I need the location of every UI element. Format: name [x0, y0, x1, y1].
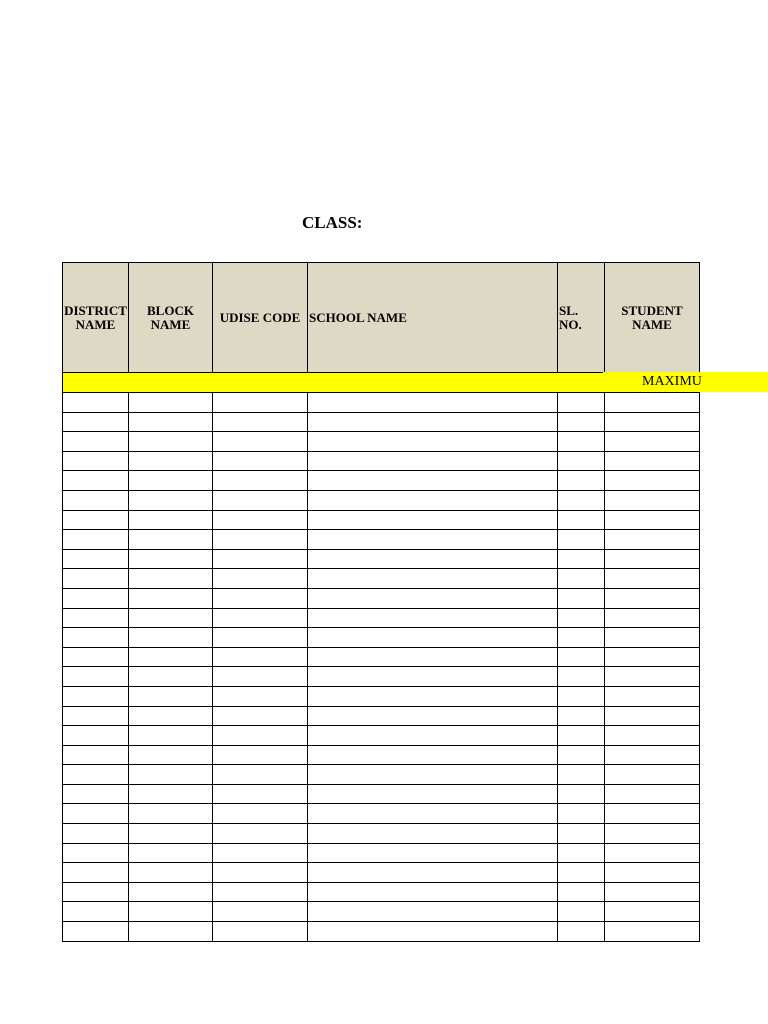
- header-block-name[interactable]: BLOCK NAME: [129, 263, 213, 373]
- table-row: [63, 745, 700, 765]
- cell-udise[interactable]: [213, 804, 308, 824]
- cell-udise[interactable]: [213, 530, 308, 550]
- cell-slno[interactable]: [558, 432, 605, 452]
- cell-district[interactable]: [63, 765, 129, 785]
- cell-udise[interactable]: [213, 471, 308, 491]
- cell-school[interactable]: [308, 882, 558, 902]
- cell-block[interactable]: [129, 745, 213, 765]
- cell-school[interactable]: [308, 432, 558, 452]
- cell-student[interactable]: [605, 530, 700, 550]
- cell-udise[interactable]: [213, 647, 308, 667]
- cell-block[interactable]: [129, 412, 213, 432]
- cell-student[interactable]: [605, 569, 700, 589]
- cell-udise[interactable]: [213, 784, 308, 804]
- cell-block[interactable]: [129, 549, 213, 569]
- cell-district[interactable]: [63, 530, 129, 550]
- table-row: [63, 784, 700, 804]
- cell-slno[interactable]: [558, 393, 605, 413]
- cell-student[interactable]: [605, 549, 700, 569]
- cell-block[interactable]: [129, 530, 213, 550]
- cell-udise[interactable]: [213, 432, 308, 452]
- cell-block[interactable]: [129, 667, 213, 687]
- cell-student[interactable]: [605, 686, 700, 706]
- cell-udise[interactable]: [213, 882, 308, 902]
- cell-student[interactable]: [605, 706, 700, 726]
- cell-udise[interactable]: [213, 745, 308, 765]
- table-row: [63, 549, 700, 569]
- cell-slno[interactable]: [558, 667, 605, 687]
- cell-block[interactable]: [129, 588, 213, 608]
- cell-district[interactable]: [63, 863, 129, 883]
- cell-slno[interactable]: [558, 882, 605, 902]
- cell-udise[interactable]: [213, 393, 308, 413]
- cell-block[interactable]: [129, 726, 213, 746]
- cell-district[interactable]: [63, 804, 129, 824]
- cell-student[interactable]: [605, 667, 700, 687]
- cell-school[interactable]: [308, 451, 558, 471]
- cell-slno[interactable]: [558, 745, 605, 765]
- cell-student[interactable]: [605, 882, 700, 902]
- cell-block[interactable]: [129, 432, 213, 452]
- cell-block[interactable]: [129, 471, 213, 491]
- cell-district[interactable]: [63, 451, 129, 471]
- cell-slno[interactable]: [558, 706, 605, 726]
- cell-district[interactable]: [63, 510, 129, 530]
- cell-student[interactable]: [605, 902, 700, 922]
- cell-student[interactable]: [605, 432, 700, 452]
- table-row: [63, 451, 700, 471]
- cell-district[interactable]: [63, 686, 129, 706]
- cell-slno[interactable]: [558, 471, 605, 491]
- cell-udise[interactable]: [213, 412, 308, 432]
- cell-block[interactable]: [129, 393, 213, 413]
- cell-student[interactable]: [605, 412, 700, 432]
- cell-slno[interactable]: [558, 530, 605, 550]
- cell-district[interactable]: [63, 902, 129, 922]
- cell-udise[interactable]: [213, 922, 308, 942]
- cell-district[interactable]: [63, 432, 129, 452]
- cell-school[interactable]: [308, 804, 558, 824]
- cell-block[interactable]: [129, 863, 213, 883]
- cell-student[interactable]: [605, 628, 700, 648]
- banner-text: MAXIMU: [603, 372, 768, 392]
- cell-school[interactable]: [308, 765, 558, 785]
- header-school-name[interactable]: SCHOOL NAME: [308, 263, 558, 373]
- cell-slno[interactable]: [558, 451, 605, 471]
- cell-student[interactable]: [605, 588, 700, 608]
- cell-slno[interactable]: [558, 510, 605, 530]
- cell-block[interactable]: [129, 706, 213, 726]
- cell-student[interactable]: [605, 843, 700, 863]
- cell-udise[interactable]: [213, 569, 308, 589]
- cell-school[interactable]: [308, 412, 558, 432]
- cell-block[interactable]: [129, 882, 213, 902]
- cell-student[interactable]: [605, 824, 700, 844]
- cell-school[interactable]: [308, 490, 558, 510]
- student-table: [62, 262, 700, 942]
- cell-udise[interactable]: [213, 451, 308, 471]
- cell-slno[interactable]: [558, 922, 605, 942]
- cell-student[interactable]: [605, 765, 700, 785]
- cell-udise[interactable]: [213, 628, 308, 648]
- table-row: [63, 882, 700, 902]
- cell-block[interactable]: [129, 824, 213, 844]
- cell-udise[interactable]: [213, 608, 308, 628]
- cell-district[interactable]: [63, 412, 129, 432]
- cell-district[interactable]: [63, 490, 129, 510]
- cell-student[interactable]: [605, 745, 700, 765]
- cell-student[interactable]: [605, 863, 700, 883]
- class-label: CLASS:: [302, 213, 363, 232]
- table-row: [63, 510, 700, 530]
- cell-student[interactable]: [605, 510, 700, 530]
- cell-district[interactable]: [63, 608, 129, 628]
- cell-student[interactable]: [605, 393, 700, 413]
- cell-slno[interactable]: [558, 647, 605, 667]
- cell-school[interactable]: [308, 922, 558, 942]
- table-row: [63, 530, 700, 550]
- table-row: [63, 726, 700, 746]
- table-row: [63, 569, 700, 589]
- cell-district[interactable]: [63, 549, 129, 569]
- table-row: [63, 922, 700, 942]
- cell-block[interactable]: [129, 628, 213, 648]
- cell-school[interactable]: [308, 647, 558, 667]
- cell-udise[interactable]: [213, 706, 308, 726]
- table-row: [63, 667, 700, 687]
- cell-district[interactable]: [63, 922, 129, 942]
- cell-udise[interactable]: [213, 490, 308, 510]
- cell-udise[interactable]: [213, 510, 308, 530]
- cell-udise[interactable]: [213, 549, 308, 569]
- cell-student[interactable]: [605, 784, 700, 804]
- cell-udise[interactable]: [213, 902, 308, 922]
- cell-udise[interactable]: [213, 667, 308, 687]
- cell-slno[interactable]: [558, 902, 605, 922]
- cell-block[interactable]: [129, 608, 213, 628]
- table-row: [63, 804, 700, 824]
- table-row: [63, 432, 700, 452]
- cell-block[interactable]: [129, 843, 213, 863]
- cell-district[interactable]: [63, 824, 129, 844]
- table-row: [63, 902, 700, 922]
- cell-school[interactable]: [308, 706, 558, 726]
- cell-udise[interactable]: [213, 588, 308, 608]
- cell-slno[interactable]: [558, 765, 605, 785]
- cell-block[interactable]: [129, 686, 213, 706]
- header-sl-no[interactable]: SL. NO.: [558, 263, 605, 373]
- cell-slno[interactable]: [558, 569, 605, 589]
- cell-district[interactable]: [63, 784, 129, 804]
- cell-district[interactable]: [63, 882, 129, 902]
- header-student-name[interactable]: STUDENT NAME: [605, 263, 700, 373]
- header-district-name[interactable]: DISTRICT NAME: [63, 263, 129, 373]
- cell-student[interactable]: [605, 490, 700, 510]
- table-row: [63, 765, 700, 785]
- table-row: [63, 588, 700, 608]
- cell-school[interactable]: [308, 824, 558, 844]
- cell-udise[interactable]: [213, 686, 308, 706]
- cell-school[interactable]: [308, 530, 558, 550]
- table-row: [63, 490, 700, 510]
- cell-block[interactable]: [129, 510, 213, 530]
- cell-udise[interactable]: [213, 824, 308, 844]
- cell-block[interactable]: [129, 902, 213, 922]
- cell-udise[interactable]: [213, 843, 308, 863]
- cell-school[interactable]: [308, 726, 558, 746]
- cell-slno[interactable]: [558, 686, 605, 706]
- cell-block[interactable]: [129, 647, 213, 667]
- cell-student[interactable]: [605, 804, 700, 824]
- table-row: [63, 706, 700, 726]
- table-row: [63, 471, 700, 491]
- table-row: [63, 863, 700, 883]
- cell-block[interactable]: [129, 569, 213, 589]
- cell-block[interactable]: [129, 784, 213, 804]
- header-row: [63, 263, 700, 373]
- table-row: [63, 824, 700, 844]
- cell-slno[interactable]: [558, 863, 605, 883]
- cell-slno[interactable]: [558, 784, 605, 804]
- table-row: [63, 393, 700, 413]
- cell-school[interactable]: [308, 569, 558, 589]
- cell-school[interactable]: [308, 608, 558, 628]
- cell-student[interactable]: [605, 647, 700, 667]
- cell-block[interactable]: [129, 922, 213, 942]
- table-row: [63, 686, 700, 706]
- cell-district[interactable]: [63, 726, 129, 746]
- cell-udise[interactable]: [213, 863, 308, 883]
- cell-block[interactable]: [129, 451, 213, 471]
- table-row: [63, 412, 700, 432]
- cell-school[interactable]: [308, 510, 558, 530]
- cell-school[interactable]: [308, 628, 558, 648]
- cell-school[interactable]: [308, 745, 558, 765]
- cell-school[interactable]: [308, 843, 558, 863]
- cell-district[interactable]: [63, 569, 129, 589]
- cell-school[interactable]: [308, 902, 558, 922]
- cell-student[interactable]: [605, 451, 700, 471]
- cell-block[interactable]: [129, 490, 213, 510]
- cell-udise[interactable]: [213, 765, 308, 785]
- table-row: [63, 608, 700, 628]
- cell-school[interactable]: [308, 863, 558, 883]
- cell-slno[interactable]: [558, 412, 605, 432]
- cell-district[interactable]: [63, 647, 129, 667]
- cell-school[interactable]: [308, 471, 558, 491]
- cell-student[interactable]: [605, 922, 700, 942]
- cell-udise[interactable]: [213, 726, 308, 746]
- cell-student[interactable]: [605, 726, 700, 746]
- cell-slno[interactable]: [558, 588, 605, 608]
- cell-slno[interactable]: [558, 726, 605, 746]
- cell-slno[interactable]: [558, 608, 605, 628]
- cell-school[interactable]: [308, 686, 558, 706]
- cell-school[interactable]: [308, 549, 558, 569]
- cell-district[interactable]: [63, 588, 129, 608]
- cell-slno[interactable]: [558, 804, 605, 824]
- cell-school[interactable]: [308, 784, 558, 804]
- cell-student[interactable]: [605, 608, 700, 628]
- cell-slno[interactable]: [558, 549, 605, 569]
- header-udise-code[interactable]: UDISE CODE: [213, 263, 308, 373]
- cell-school[interactable]: [308, 667, 558, 687]
- cell-slno[interactable]: [558, 628, 605, 648]
- cell-district[interactable]: [63, 628, 129, 648]
- table-row: [63, 628, 700, 648]
- cell-block[interactable]: [129, 804, 213, 824]
- table-row: [63, 647, 700, 667]
- cell-slno[interactable]: [558, 824, 605, 844]
- cell-district[interactable]: [63, 393, 129, 413]
- cell-school[interactable]: [308, 393, 558, 413]
- cell-student[interactable]: [605, 471, 700, 491]
- cell-school[interactable]: [308, 588, 558, 608]
- cell-district[interactable]: [63, 843, 129, 863]
- cell-district[interactable]: [63, 667, 129, 687]
- cell-slno[interactable]: [558, 490, 605, 510]
- cell-district[interactable]: [63, 706, 129, 726]
- cell-district[interactable]: [63, 471, 129, 491]
- cell-slno[interactable]: [558, 843, 605, 863]
- table-row: [63, 843, 700, 863]
- cell-block[interactable]: [129, 765, 213, 785]
- cell-district[interactable]: [63, 745, 129, 765]
